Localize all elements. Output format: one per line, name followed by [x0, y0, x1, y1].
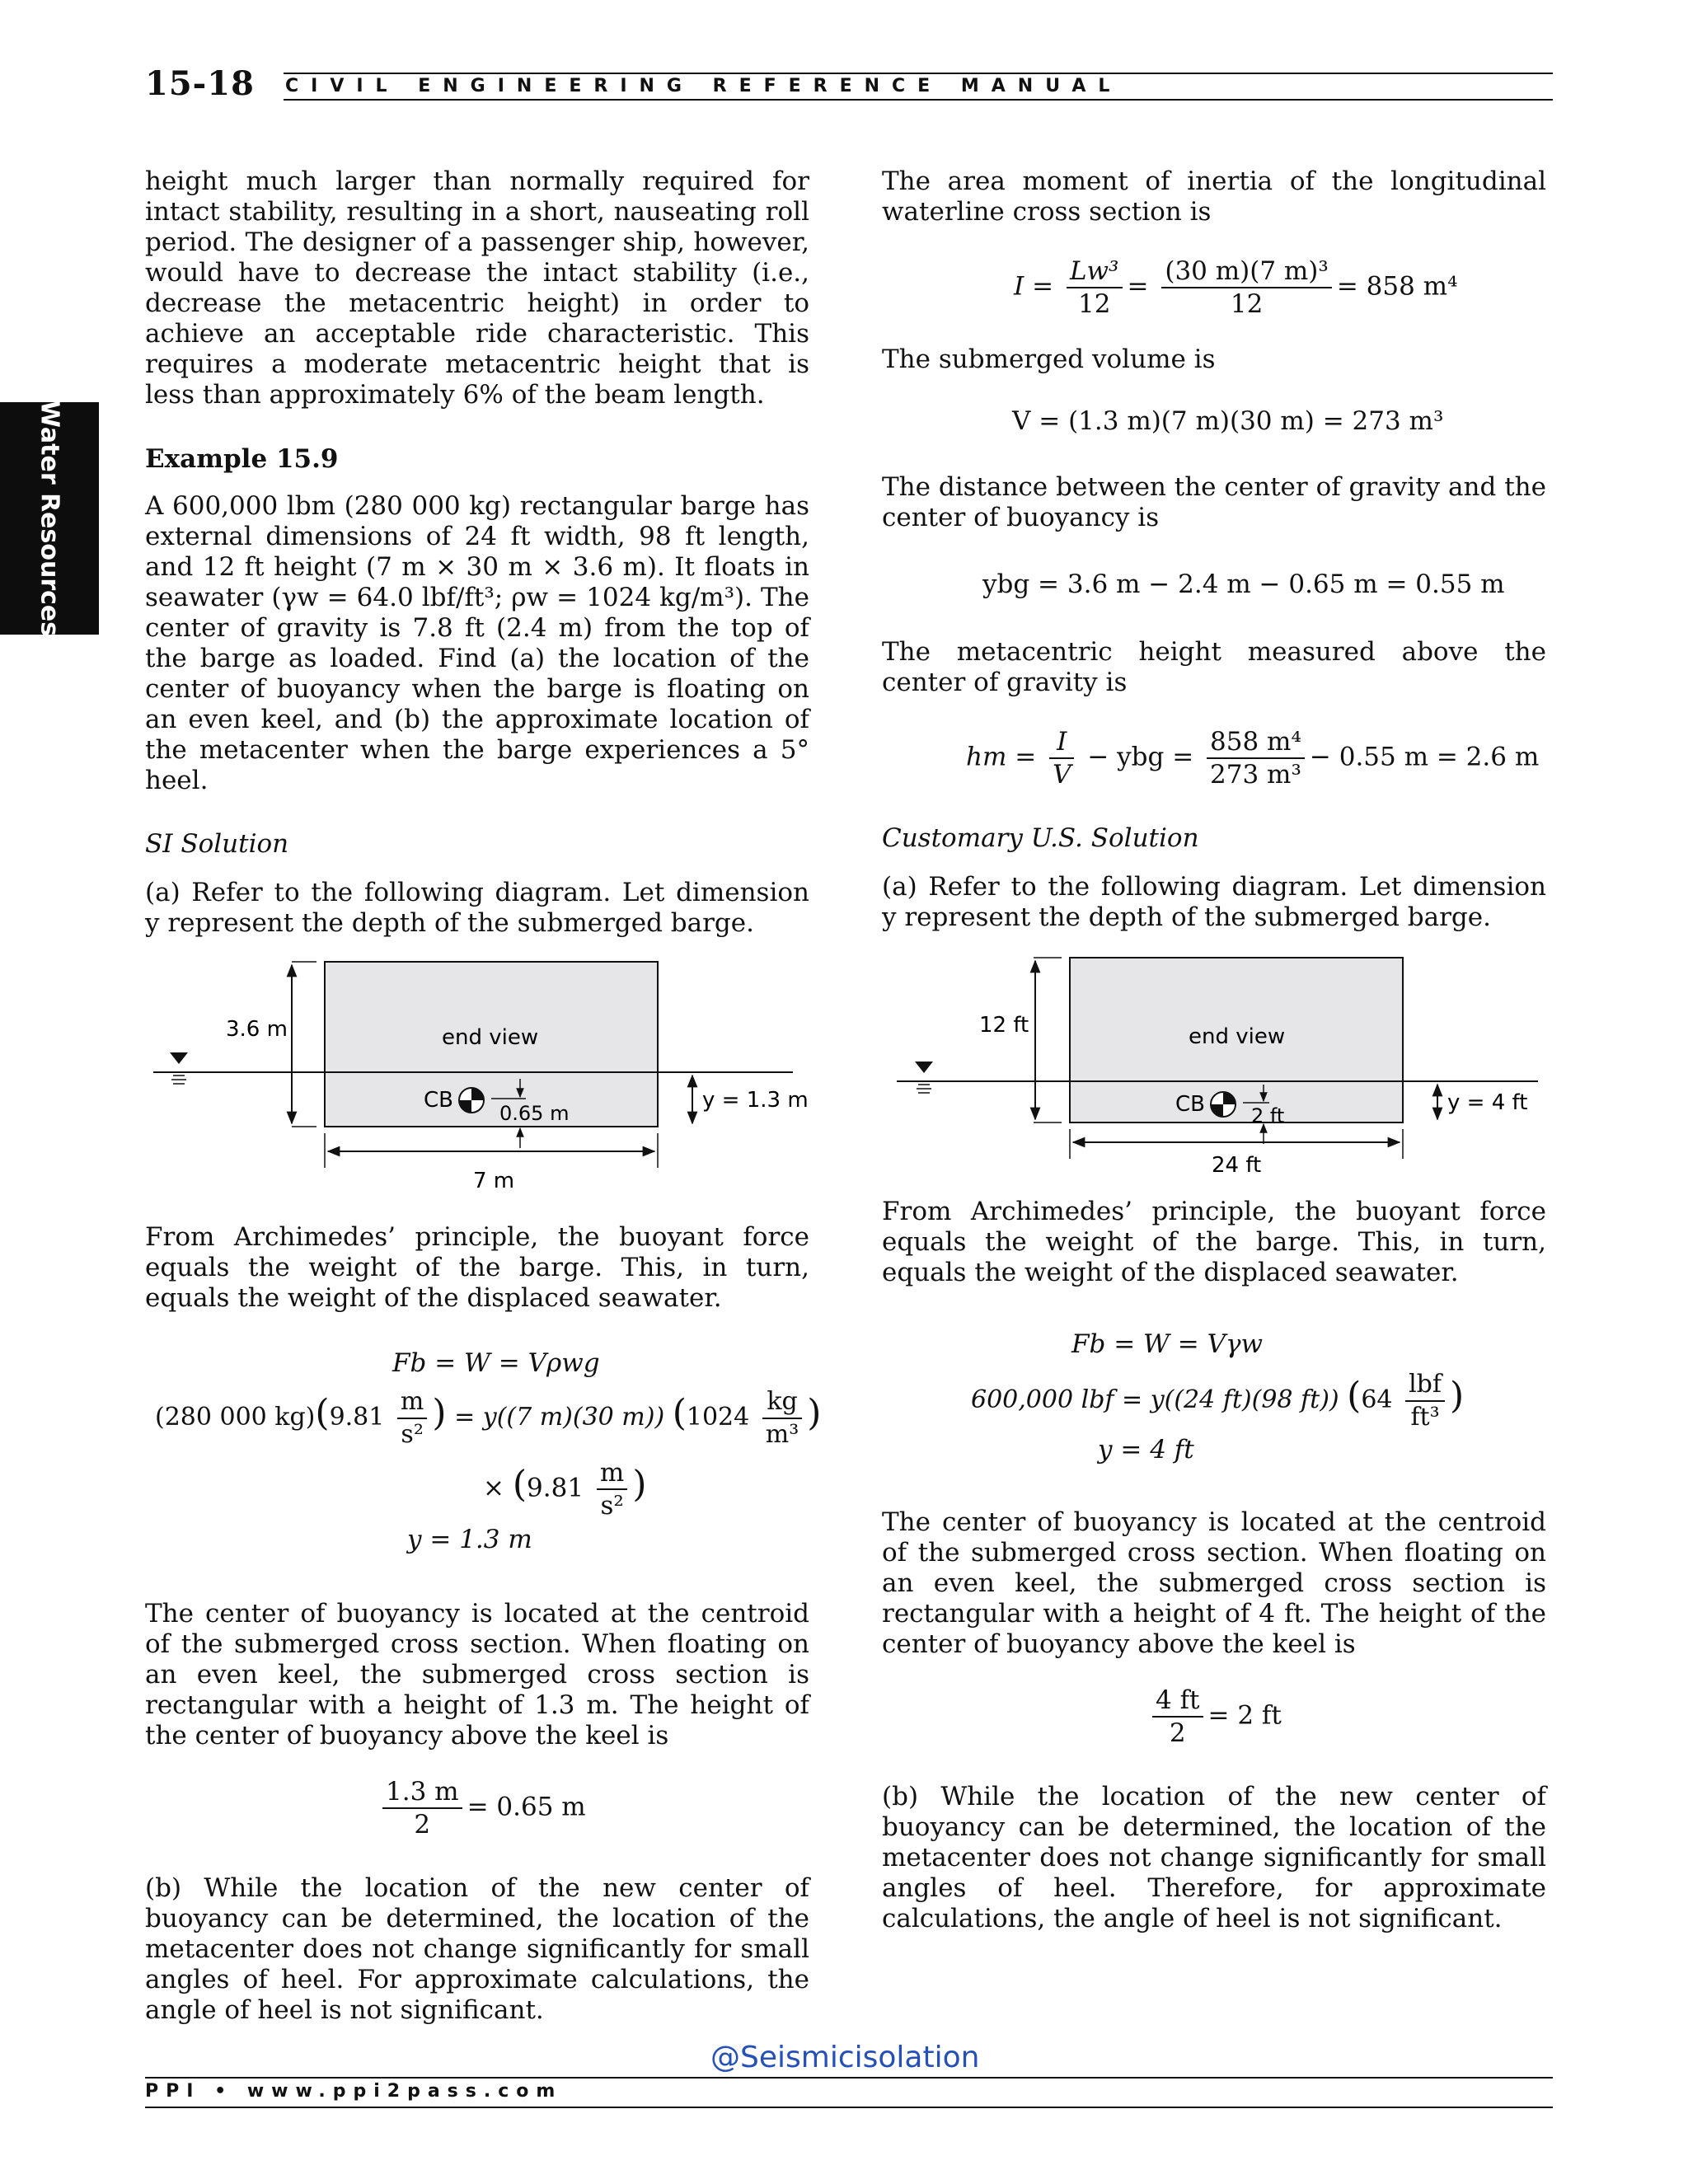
cb-symbol-icon [459, 1088, 484, 1113]
cb-label: CB [1175, 1092, 1205, 1117]
si-archimedes-text: From Archimedes’ principle, the buoyant force equals the weight of the barge. This, in turn, equals the weight of the displaced seawater. [145, 1222, 809, 1313]
si-weight-equation: (280 000 kg)(9.81 $\frac{m}{\text{s²}}$ ) = y((7 m)(30 m)) (1024 $\frac{kg}{\text{m³}}$ ) [155, 1387, 822, 1449]
depth-label: y = 1.3 m [702, 1088, 809, 1113]
example-title: Example 15.9 [145, 444, 339, 474]
si-cb-equation: $\frac{1.3 m}{2}$ = 0.65 m [145, 1776, 809, 1840]
right-column [882, 166, 1546, 1934]
page-footer [145, 2077, 1553, 2110]
intro-paragraph: height much larger than normally required for intact stability, resulting in a short, nauseating roll period. The designer of a passenger ship, however, would have to decrease the intact stability (i.e., decrease the metacentric height) in order to achieve an acceptable ride characteristic. This requires a moderate metacentric height that is less than approximately 6% of the beam length. [145, 166, 809, 410]
si-depth-result: y = 1.3 m [407, 1525, 532, 1554]
cb-label: CB [424, 1088, 453, 1113]
inertia-text: The area moment of inertia of the longitudinal waterline cross section is [882, 166, 1546, 227]
si-fb-equation: Fb = W = Vρwg [392, 1348, 600, 1378]
inertia-equation: I = $\frac{\text{Lw³}}{12}$ = $\frac{\text{(30 m)(7 m)³}}{12}$ = 858 m⁴ [1014, 256, 1458, 319]
us-cb-equation: $\frac{4 ft}{2}$ = 2 ft [882, 1685, 1546, 1749]
us-part-b: (b) While the location of the new center of buoyancy can be determined, the location of the metacenter does not change significantly for small angles of heel. Therefore, for approximate calculations, the angle of heel is not significant. [882, 1782, 1546, 1933]
page-number: 15-18 [145, 64, 255, 103]
width-label: 24 ft [1212, 1153, 1262, 1174]
problem-statement: A 600,000 lbm (280 000 kg) rectangular barge has external dimensions of 24 ft width, 98 ft length, and 12 ft height (7 m × 30 m × 3.6 m). It floats in seawater (γw = 64.0 lbf/ft³; ρw = 1024 kg/m³). The center of gravity is 7.8 ft (2.4 m) from the top of the barge as loaded. Find (a) the location of the center of buoyancy when the barge is floating on an even keel, and (b) the approximate location of the metacenter when the barge experiences a 5° heel. [145, 491, 809, 795]
distance-text: The distance between the center of gravity and the center of buoyancy is [882, 472, 1546, 532]
footer-rule-bottom [145, 2107, 1553, 2108]
si-barge-diagram [145, 955, 809, 1202]
page-header [145, 64, 1553, 104]
si-cb-text: The center of buoyancy is located at the centroid of the submerged cross section. When floating on an even keel, the submerged cross section is rectangular with a height of 1.3 m. The height of the center of buoyancy above the keel is [145, 1599, 809, 1750]
volume-text: The submerged volume is [882, 344, 1216, 374]
us-part-a: (a) Refer to the following diagram. Let dimension y represent the depth of the submerged barge. [882, 872, 1546, 932]
side-tab-label: Water Resources [35, 400, 64, 637]
si-solution-title: SI Solution [145, 829, 289, 859]
water-surface-icon [170, 1052, 188, 1064]
us-archimedes-text: From Archimedes’ principle, the buoyant force equals the weight of the barge. This, in turn, equals the weight of the displaced seawater. [882, 1197, 1546, 1287]
section-side-tab [0, 402, 99, 635]
height-label: 12 ft [979, 1013, 1029, 1038]
manual-title: CIVIL ENGINEERING REFERENCE MANUAL [285, 76, 1123, 96]
distance-equation: ybg = 3.6 m − 2.4 m − 0.65 m = 0.55 m [982, 569, 1505, 599]
footer-rule-top [145, 2077, 1553, 2079]
header-rule-bottom [284, 99, 1553, 101]
si-gravity-factor: × (9.81 $\frac{m}{\text{s²}}$ ) [483, 1458, 647, 1521]
volume-equation: V = (1.3 m)(7 m)(30 m) = 273 m³ [1012, 406, 1444, 436]
cb-symbol-icon [1211, 1092, 1236, 1117]
us-solution-title: Customary U.S. Solution [882, 823, 1199, 853]
view-label: end view [442, 1025, 539, 1050]
metacentric-equation: hm = $\frac{I}{V}$ − ybg = $\frac{\text{858 m⁴}}{\text{273 m³}}$ − 0.55 m = 2.6 m [966, 727, 1540, 790]
height-label: 3.6 m [226, 1017, 288, 1042]
footer-url: PPI • www.ppi2pass.com [145, 2081, 563, 2102]
si-part-b: (b) While the location of the new center of buoyancy can be determined, the location of the metacenter does not change significantly for small angles of heel. For approximate calculations, the angle of heel is not significant. [145, 1873, 809, 2025]
cb-dimension-label: 2 ft [1251, 1104, 1285, 1127]
us-depth-result: y = 4 ft [1098, 1435, 1194, 1465]
depth-label: y = 4 ft [1447, 1090, 1528, 1115]
cb-dimension-label: 0.65 m [499, 1102, 570, 1125]
left-column [145, 166, 822, 2026]
us-fb-equation: Fb = W = Vγw [1071, 1329, 1264, 1359]
us-weight-equation: 600,000 lbf = y((24 ft)(98 ft)) (64 $\frac{\text{lbf}}{\text{ft³}}$ ) [971, 1370, 1465, 1432]
meta-text: The metacentric height measured above the center of gravity is [882, 637, 1546, 697]
view-label: end view [1189, 1024, 1286, 1049]
us-barge-diagram [882, 951, 1546, 1174]
us-cb-text: The center of buoyancy is located at the centroid of the submerged cross section. When floating on an even keel, the submerged cross section is rectangular with a height of 4 ft. The height of the center of buoyancy above the keel is [882, 1507, 1546, 1659]
watermark-text: @Seismicisolation [710, 2041, 980, 2074]
header-rule-top [284, 73, 1553, 74]
si-part-a: (a) Refer to the following diagram. Let dimension y represent the depth of the submerged barge. [145, 878, 809, 938]
water-surface-icon [915, 1062, 933, 1073]
width-label: 7 m [473, 1169, 515, 1193]
